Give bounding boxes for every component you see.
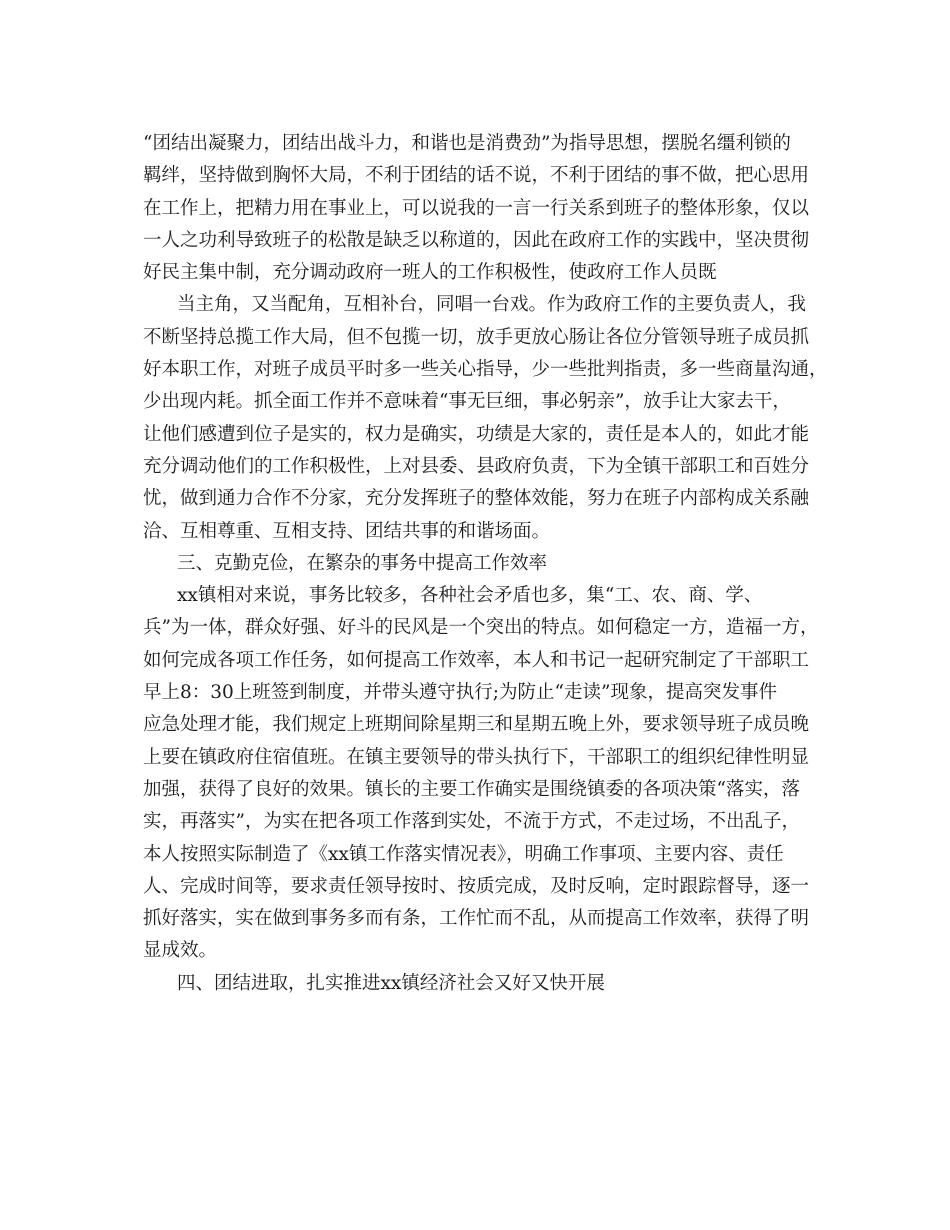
text-line: 好民主集中制，充分调动政府一班人的工作积极性，使政府工作人员既 (143, 262, 717, 284)
text-line: 上要在镇政府住宿值班。在镇主要领导的带头执行下，干部职工的组织纪律性明显 (143, 746, 810, 768)
text-line: 让他们感遭到位子是实的，权力是确实，功绩是大家的，责任是本人的，如此才能 (143, 423, 810, 445)
text-line: 人、完成时间等，要求责任领导按时、按质完成，及时反响，定时跟踪督导，逐一 (143, 875, 810, 897)
text-line: 加强，获得了良好的效果。镇长的主要工作确实是围绕镇委的各项决策“落实，落 (143, 778, 800, 800)
text-line: 一人之功利导致班子的松散是缺乏以称道的，因此在政府工作的实践中，坚决贯彻 (143, 229, 810, 251)
text-line: 兵”为一体，群众好强、好斗的民风是一个突出的特点。如何稳定一方，造福一方， (143, 617, 819, 639)
text-line: 如何完成各项工作任务，如何提高工作效率，本人和书记一起研究制定了干部职工 (143, 649, 810, 671)
text-line: 显成效。 (143, 940, 218, 962)
text-line: 早上8：30上班签到制度，并带头遵守执行;为防止“走读”现象，提高突发事件 (143, 682, 777, 704)
text-line: 实，再落实”，为实在把各项工作落到实处，不流于方式，不走过场，不出乱子， (143, 811, 800, 833)
text-line: 好本职工作，对班子成员平时多一些关心指导，少一些批判指责，多一些商量沟通， (143, 359, 828, 381)
text-line: 三、克勤克俭，在繁杂的事务中提高工作效率 (177, 552, 548, 574)
text-line: 抓好落实，实在做到事务多而有条，工作忙而不乱，从而提高工作效率，获得了明 (143, 908, 810, 930)
text-line: “团结出凝聚力，团结出战斗力，和谐也是消费劲”为指导思想，摆脱名缰利锁的 (143, 133, 791, 154)
text-line: 洽、互相尊重、互相支持、团结共事的和谐场面。 (143, 520, 551, 542)
text-line: 当主角，又当配角，互相补台，同唱一台戏。作为政府工作的主要负责人，我 (177, 294, 807, 316)
text-line: 忧，做到通力合作不分家，充分发挥班子的整体效能，努力在班子内部构成关系融 (143, 488, 810, 510)
document-body (143, 128, 828, 1000)
text-line: 不断坚持总揽工作大局，但不包揽一切，放手更放心肠让各位分管领导班子成员抓 (143, 326, 810, 348)
text-line: 本人按照实际制造了《xx镇工作落实情况表》，明确工作事项、主要内容、责任 (143, 843, 784, 865)
text-line: 充分调动他们的工作积极性，上对县委、县政府负责，下为全镇干部职工和百姓分 (143, 455, 810, 477)
text-line: 在工作上，把精力用在事业上，可以说我的一言一行关系到班子的整体形象，仅以 (143, 197, 810, 219)
text-line: 少出现内耗。抓全面工作并不意味着“事无巨细，事必躬亲”，放手让大家去干， (143, 391, 791, 413)
text-line: 羁绊，坚持做到胸怀大局，不利于团结的话不说，不利于团结的事不做，把心思用 (143, 165, 810, 187)
text-line: 应急处理才能，我们规定上班期间除星期三和星期五晚上外，要求领导班子成员晚 (143, 714, 810, 736)
text-line: 四、团结进取，扎实推进xx镇经济社会又好又快开展 (177, 972, 605, 994)
text-line: xx镇相对来说，事务比较多，各种社会矛盾也多，集“工、农、商、学、 (177, 585, 763, 607)
